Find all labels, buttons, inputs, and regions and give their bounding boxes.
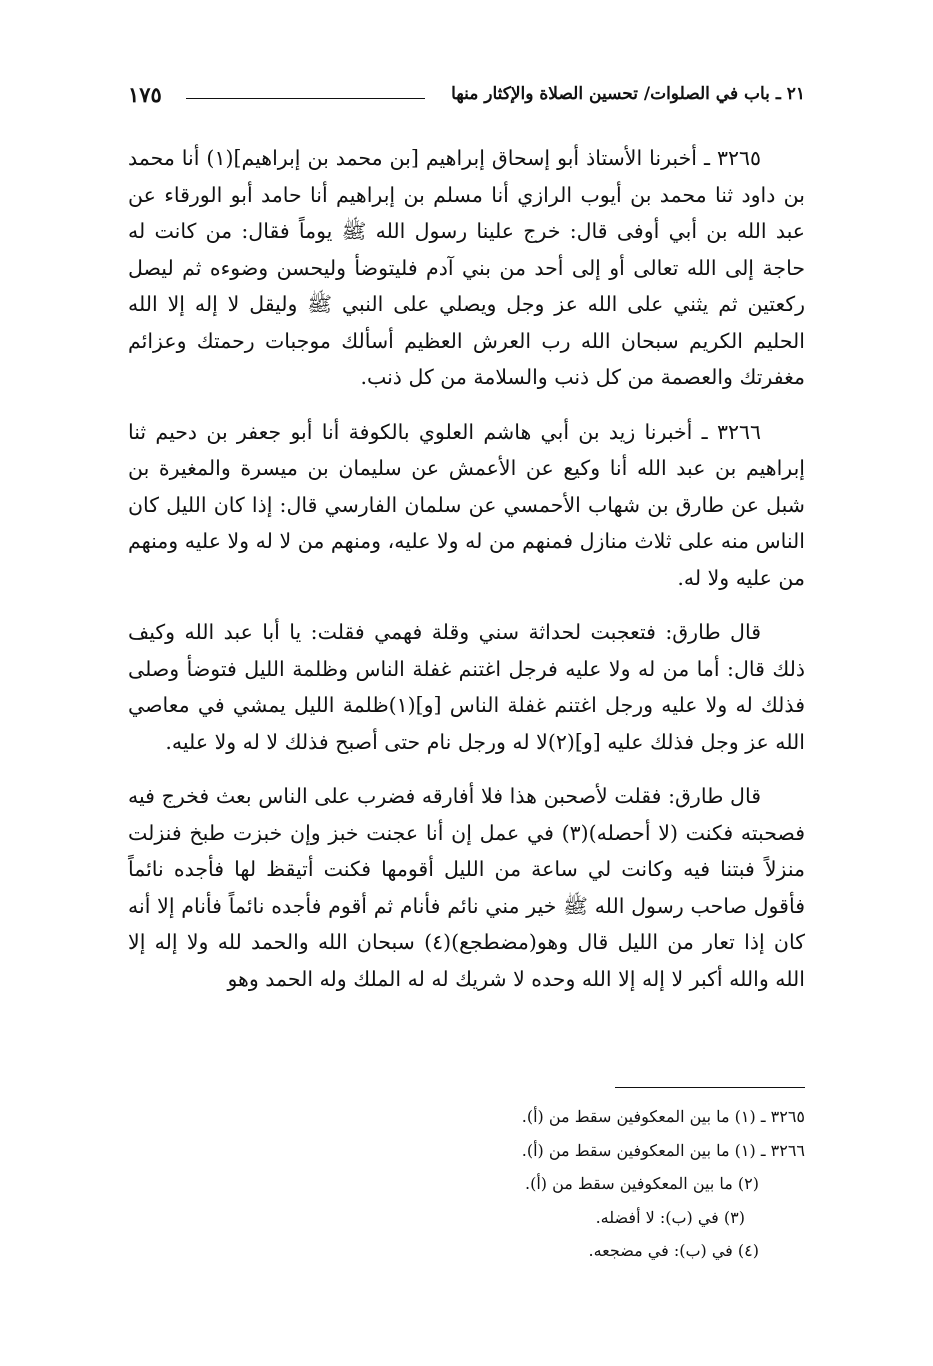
main-text [128,140,805,1015]
paragraph-hadith-3266: ٣٢٦٦ ـ أخبرنا زيد بن أبي هاشم العلوي بالكوفة أنا أبو جعفر بن دحيم ثنا إبراهيم بن عبد الله أنا وكيع عن الأعمش عن سليمان بن ميسرة والمغيرة بن شبل عن طارق بن شهاب الأحمسي عن سلمان الفارسي قال: إذا كان الليل كان الناس منه على ثلاث منازل فمنهم من له ولا عليه، ومنهم من لا له ولا عليه ومنهم من عليه ولا له. [128,419,805,590]
header-rule [186,98,425,99]
footnote-separator [615,1087,805,1088]
footnote-3265-1: ٣٢٦٥ ـ (١) ما بين المعكوفين سقط من (أ). [521,1107,805,1126]
footnote-3266-3: (٣) في (ب): لا أفضله. [595,1207,745,1227]
page-number: ١٧٥ [128,82,162,107]
footnote-3266-4: (٤) في (ب): في مضجعه. [588,1241,759,1260]
footnotes [128,1100,805,1268]
paragraph-tariq-question: قال طارق: فتعجبت لحداثة سني وقلة فهمي فقلت: يا أبا عبد الله وكيف ذلك قال: أما من له ولا عليه فرجل اغتنم غفلة الناس وظلمة الليل فتوضأ وصلى فذلك له ولا عليه ورجل اغتنم غفلة الناس [و](١)ظلمة الليل يمشي في معاصي الله عز وجل فذلك عليه [و](٢)لا له ورجل نام حتى أصبح فذلك لا له ولا عليه. [128,620,805,754]
footnote-3266-1: ٣٢٦٦ ـ (١) ما بين المعكوفين سقط من (أ). [521,1140,805,1160]
footnote-3266-2: (٢) ما بين المعكوفين سقط من (أ). [524,1174,759,1193]
running-header [128,84,805,114]
paragraph-tariq-story: قال طارق: فقلت لأصحبن هذا فلا أفارقه فضرب على الناس بعث فخرج فيه فصحبته فكنت (لا أحصله)(٣) في عمل إن أنا عجنت خبز وإن خبزت طبخ فنزلت منزلاً فبتنا فيه وكانت لي ساعة من الليل أقومها فكنت أتيقظ لها فأجده نائماً فأقول صاحب رسول الله ﷺ خير مني نائم فأنام ثم أقوم فأجده نائماً فأنام إلا أنه كان إذا تعار من الليل قال وهو(مضطجع)(٤) سبحان الله والحمد لله ولا إله إلا الله والله أكبر لا إله إلا الله وحده لا شريك له له الملك وله الحمد وهو [128,784,806,991]
paragraph-hadith-3265: ٣٢٦٥ ـ أخبرنا الأستاذ أبو إسحاق إبراهيم [بن محمد بن إبراهيم](١) أنا محمد بن داود ثنا محمد بن أيوب الرازي أنا مسلم بن إبراهيم أنا حامد أبو الورقاء عن عبد الله بن أبي أوفى قال: خرج علينا رسول الله ﷺ يوماً فقال: من كانت له حاجة إلى الله تعالى أو إلى أحد من بني آدم فليتوضأ وليحسن وضوءه ثم ليصل ركعتين ثم يثني على الله عز وجل ويصلي على النبي ﷺ وليقل لا إله إلا الله الحليم الكريم سبحان الله رب العرش العظيم أسألك موجبات رحمتك وعزائم مغفرتك والعصمة من كل ذنب والسلامة من كل ذنب. [128,146,805,389]
chapter-title: ٢١ ـ باب في الصلوات/ تحسين الصلاة والإكثار منها [451,84,805,104]
